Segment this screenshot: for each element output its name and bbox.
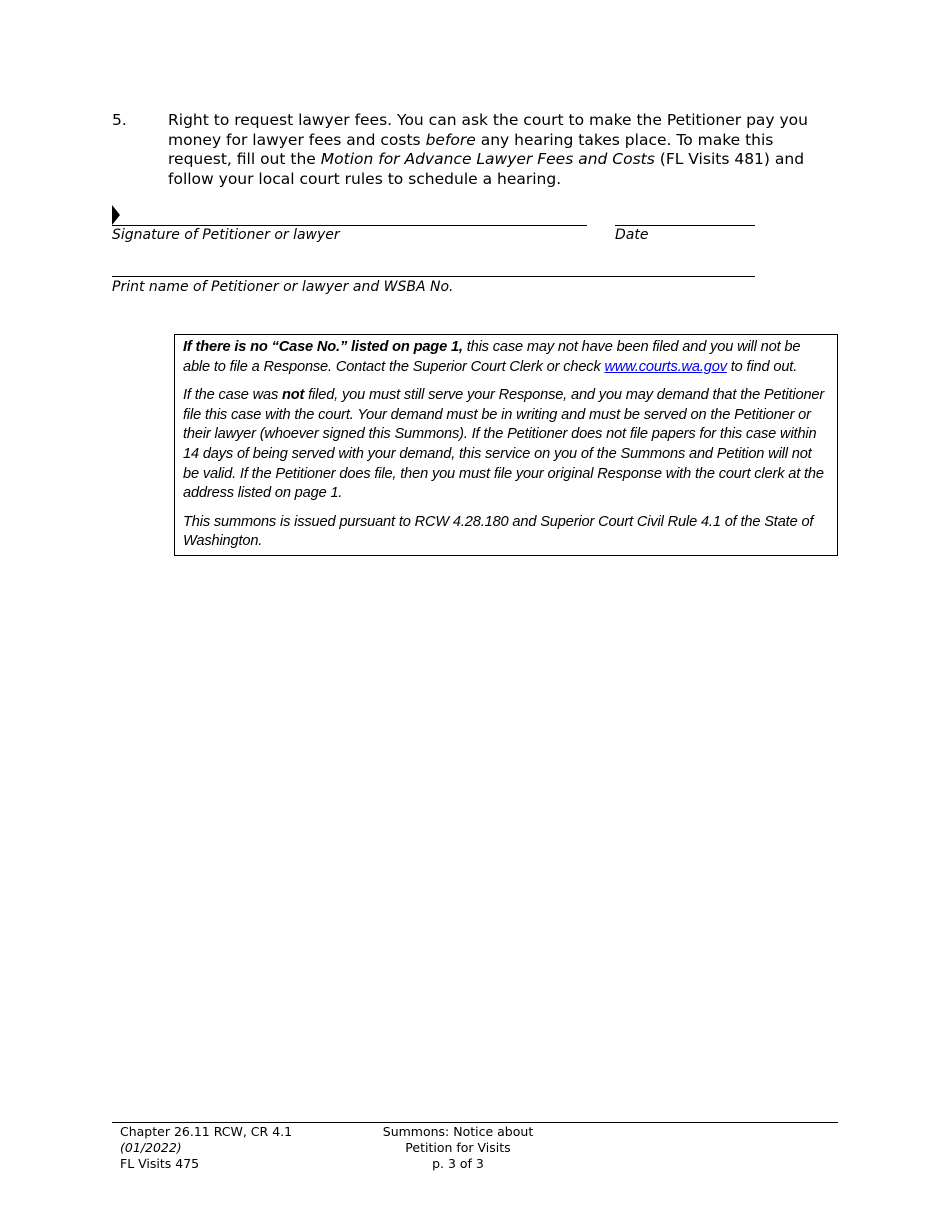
print-name-label: Print name of Petitioner or lawyer and WSBA No.	[112, 279, 454, 295]
footer-title-line-1: Summons: Notice about	[382, 1124, 534, 1139]
notice-bold-not: not	[282, 387, 305, 404]
section-number: 5.	[112, 111, 127, 129]
notice-bold-lead: If there is no “Case No.” listed on page 1,	[183, 339, 463, 355]
signature-label: Signature of Petitioner or lawyer	[112, 227, 340, 243]
footer-date: (01/2022)	[120, 1140, 182, 1155]
section-emphasis: before	[425, 130, 476, 149]
notice-paragraph-2	[183, 386, 829, 504]
footer-chapter: Chapter 26.11 RCW, CR 4.1	[120, 1124, 293, 1139]
section-text-c: (FL Visits 481) and follow your local court rules to schedule a hearing.	[168, 150, 805, 188]
form-title: Motion for Advance Lawyer Fees and Costs	[320, 150, 655, 169]
footer-title-line-2: Petition for Visits	[405, 1140, 511, 1155]
notice-text: If the case was	[183, 387, 282, 404]
footer-rule	[112, 1122, 838, 1123]
case-number-notice-box	[174, 334, 838, 556]
print-name-line[interactable]	[112, 276, 755, 277]
footer-left	[120, 1124, 360, 1172]
courts-website-link[interactable]: www.courts.wa.gov	[604, 358, 727, 375]
notice-text: filed, you must still serve your Response, and you may demand that the Petitioner file this case with the court. Your demand must be in writing and must be served on the Petitioner or their lawyer (whoever signed this Summons). If the Petitioner does not file papers for this case within 14 days of being served with your demand, this service on you of the Summons and Petition will not be valid. If the Petitioner does file, then you must file your original Response with the court clerk at the address listed on page 1.	[183, 387, 825, 502]
notice-paragraph-1	[183, 338, 829, 377]
notice-text-end: to find out.	[726, 358, 798, 375]
section-5-body	[168, 111, 832, 189]
notice-text: this case may not have been filed and you will not be able to file a Response. Contact the Superior Court Clerk or check	[183, 339, 801, 375]
section-text-a: You can ask the court to make the Petitioner pay you money for lawyer fees and costs	[168, 111, 808, 149]
footer-center	[358, 1124, 558, 1172]
date-label: Date	[615, 227, 649, 243]
footer-form-id: FL Visits 475	[120, 1156, 200, 1171]
section-text-b: any hearing takes place. To make this request, fill out the	[168, 130, 774, 169]
section-heading: Right to request lawyer fees.	[168, 111, 393, 129]
date-line[interactable]	[615, 225, 755, 226]
signature-marker-icon	[112, 205, 120, 225]
notice-paragraph-3: This summons is issued pursuant to RCW 4.28.180 and Superior Court Civil Rule 4.1 of the State of Washington.	[183, 513, 814, 550]
footer-page-number: p. 3 of 3	[432, 1156, 484, 1171]
signature-line[interactable]	[112, 225, 587, 226]
